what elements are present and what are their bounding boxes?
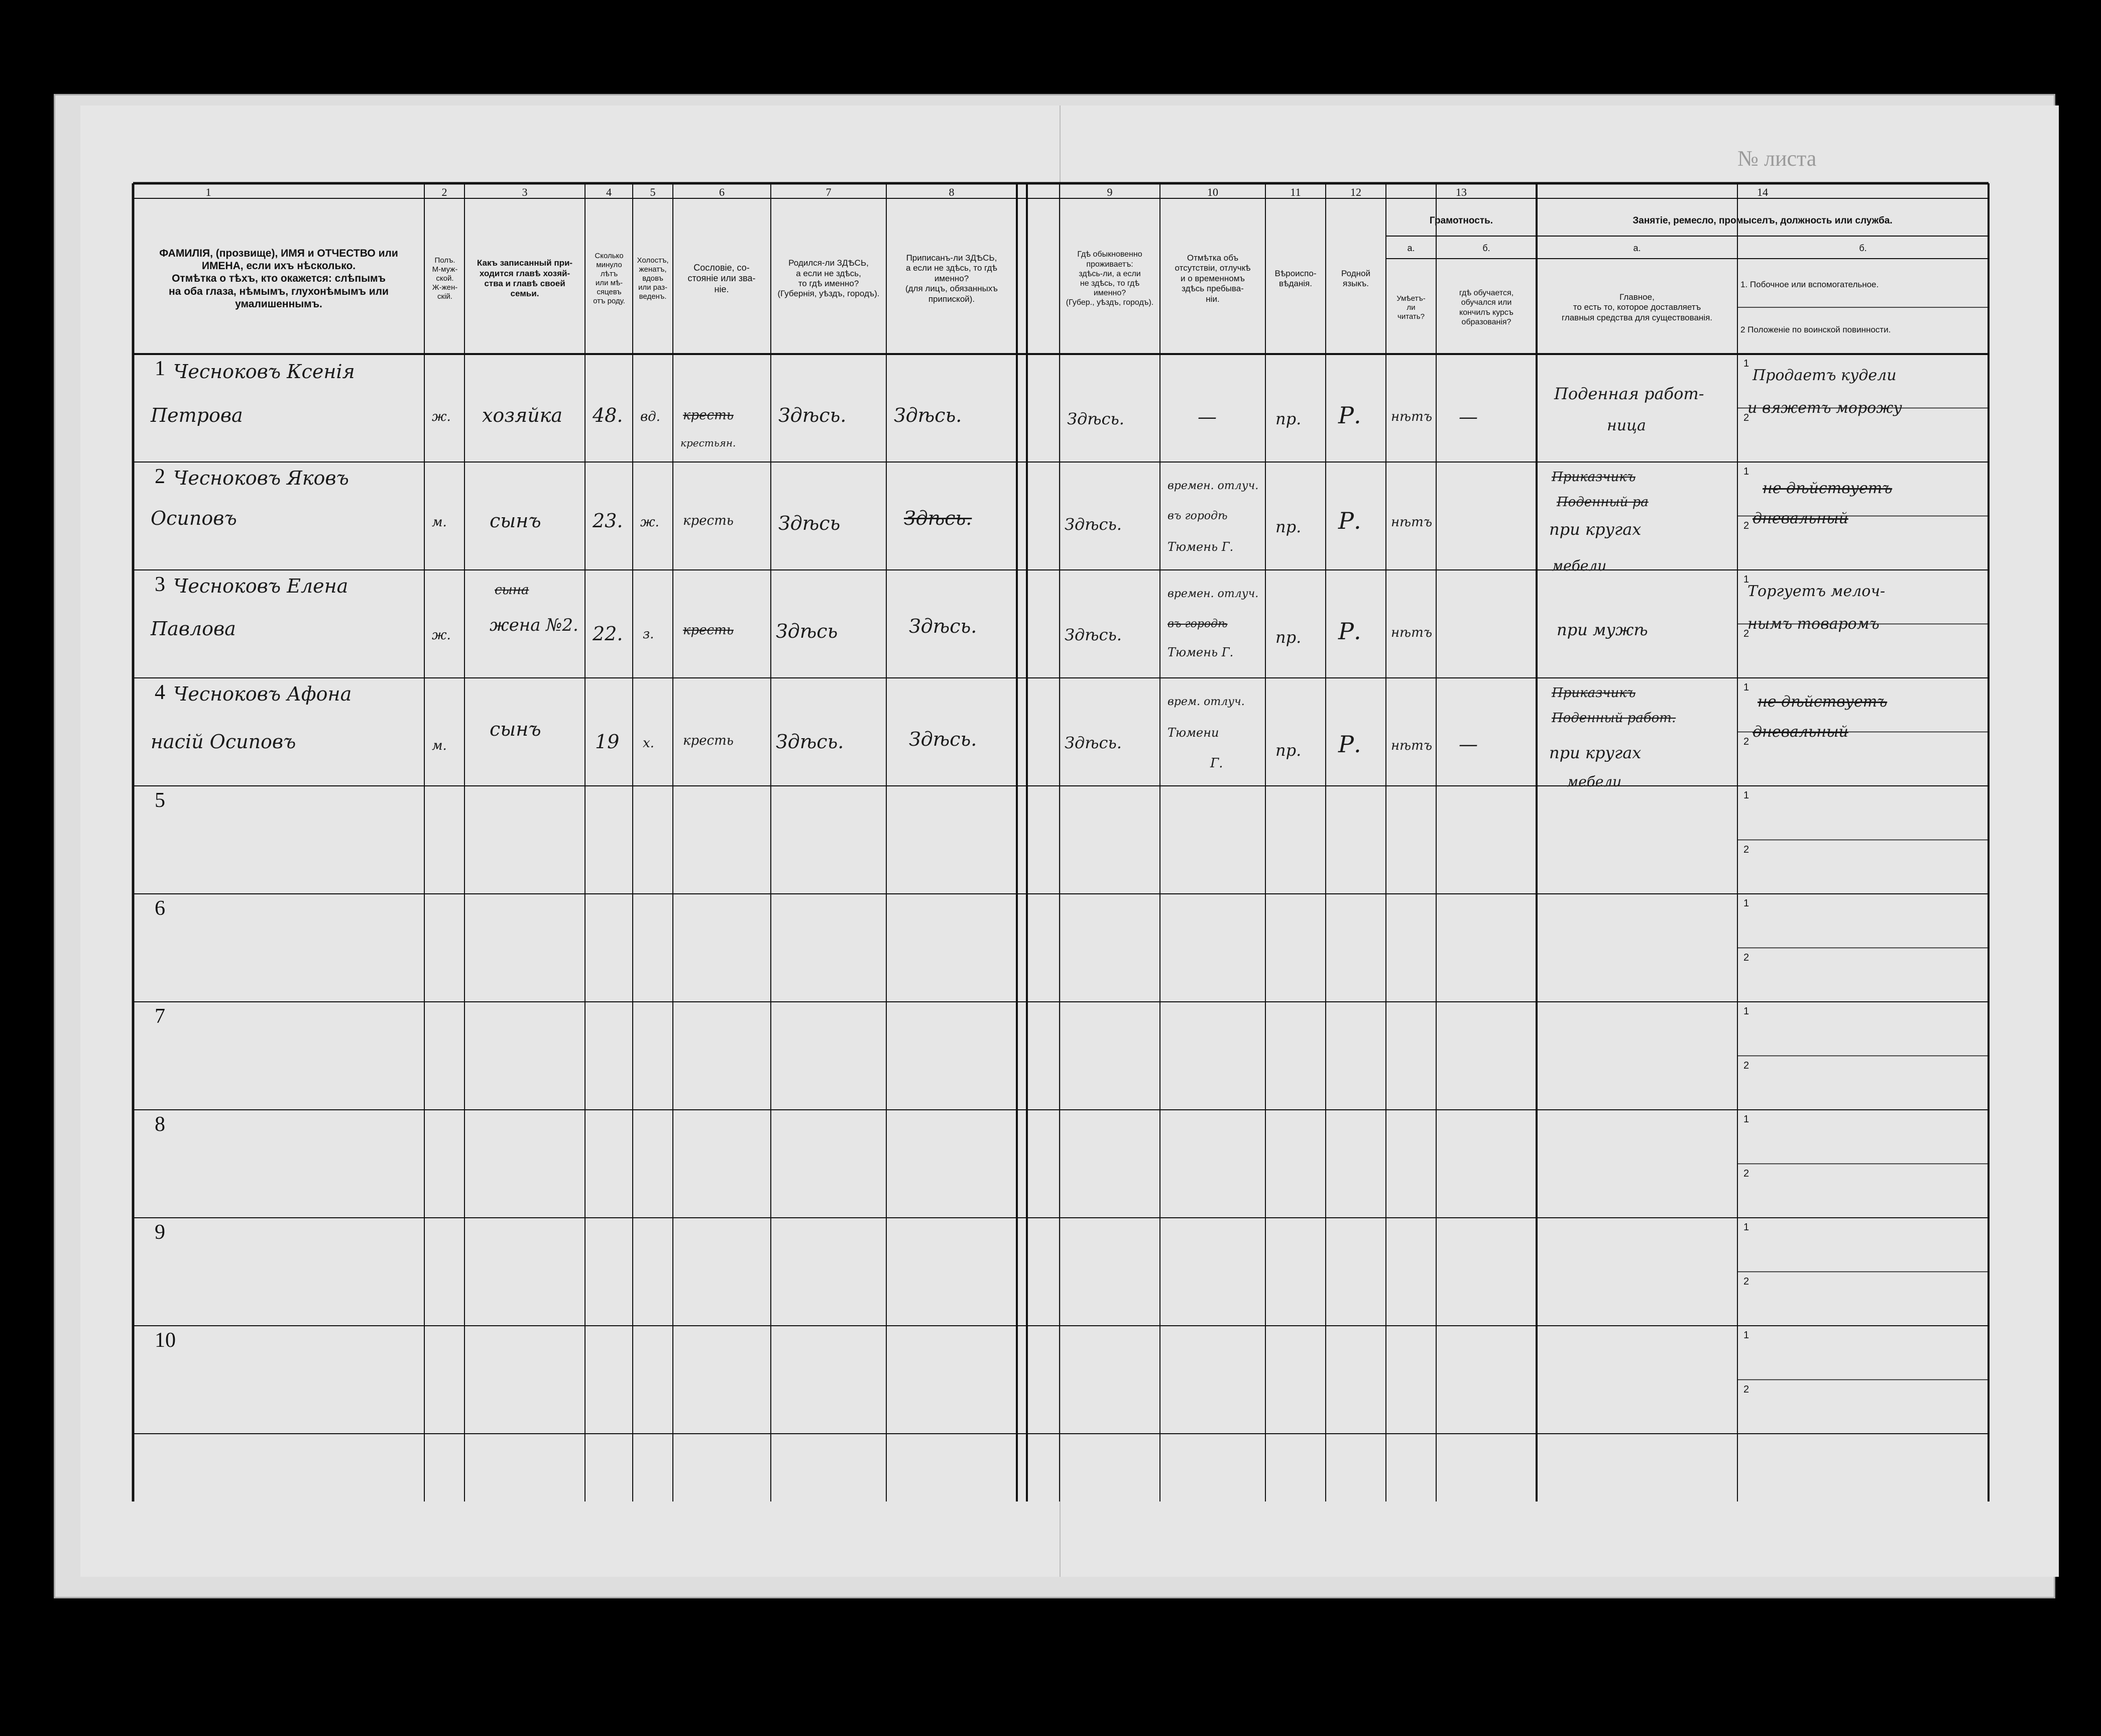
row-number-3: 3 <box>155 573 165 596</box>
entry-2-sex: м. <box>432 515 447 530</box>
occupation-sub-label-8-2: 2 <box>1743 1168 1749 1179</box>
colnum-11: 11 <box>1290 186 1301 198</box>
entry-1-religion: пр. <box>1275 409 1302 428</box>
header-literacy-a-letter: а. <box>1407 243 1415 254</box>
entry-2-religion: пр. <box>1275 517 1302 536</box>
occupation-sub-label-8-1: 1 <box>1743 1114 1749 1125</box>
row-number-10: 10 <box>155 1329 176 1352</box>
entry-3-literate: нѣтъ <box>1391 625 1433 640</box>
header-occupation-main: Главное, то есть то, которое доставляетъ главныя средства для существованія. <box>1561 292 1712 322</box>
colnum-10: 10 <box>1207 186 1218 198</box>
entry-2-age: 23. <box>593 510 623 532</box>
entry-2-name-line2: Осиповъ <box>151 507 237 529</box>
entry-2-absence3: Тюмень Г. <box>1168 540 1234 554</box>
entry-1-marital: вд. <box>640 409 660 424</box>
entry-3-occupation-main: при мужѣ <box>1557 620 1648 639</box>
header-religion: Вѣроиспо- вѣданія. <box>1274 268 1317 288</box>
colnum-12: 12 <box>1350 186 1361 198</box>
entry-1-estate: кресть <box>683 408 734 423</box>
colnum-13: 13 <box>1456 186 1467 198</box>
entry-4-relation: сынъ <box>490 718 541 740</box>
header-sex: Полъ. М-муж- ской. Ж-жен- скій. <box>432 256 458 301</box>
colnum-1: 1 <box>205 186 211 198</box>
header-marital: Холостъ, женатъ, вдовъ или раз- веденъ. <box>637 256 669 301</box>
colnum-3: 3 <box>522 186 528 198</box>
occupation-sub-label-1-2: 2 <box>1743 412 1749 423</box>
entry-4-occupation-side: не дѣйствуетъ <box>1758 693 1888 711</box>
colnum-5: 5 <box>650 186 656 198</box>
entry-3-age: 22. <box>593 623 623 645</box>
occupation-sub-label-6-1: 1 <box>1743 898 1749 909</box>
sheet-number-label: № листа <box>1737 146 1817 171</box>
occupation-sub-label-3-2: 2 <box>1743 628 1749 639</box>
entry-4-literate: нѣтъ <box>1391 738 1433 753</box>
entry-4-school: — <box>1459 733 1478 755</box>
header-can-read: Умѣетъ- ли читать? <box>1396 294 1426 321</box>
header-literacy: Грамотность. <box>1429 215 1493 226</box>
header-absence: Отмѣтка объ отсутствіи, отлучкѣ и о временномъ здѣсь пребыва- ніи. <box>1175 253 1251 304</box>
entry-1-name-line1: Чесноковъ Ксенія <box>173 361 355 383</box>
occupation-sub-label-4-2: 2 <box>1743 736 1749 747</box>
entry-1-absence: — <box>1198 406 1217 428</box>
header-literacy-b-letter: б. <box>1482 243 1490 254</box>
entry-4-occupation-main2: Поденный работ. <box>1552 711 1676 726</box>
entry-4-age: 19 <box>595 731 620 753</box>
entry-4-occupation-side2: дневальный <box>1753 723 1848 741</box>
colnum-7: 7 <box>826 186 832 198</box>
occupation-sub-label-5-1: 1 <box>1743 790 1749 801</box>
header-military: 2 Положеніе по воинской повинности. <box>1740 325 1891 335</box>
entry-4-name-line2: насій Осиповъ <box>151 731 296 753</box>
entry-3-relation: сына <box>495 583 529 598</box>
entry-2-occupation-main3: при кругах <box>1549 520 1642 539</box>
entry-2-residence: Здѣсь. <box>1065 515 1122 534</box>
entry-3-marital: з. <box>643 627 654 642</box>
occupation-sub-label-6-2: 2 <box>1743 952 1749 963</box>
occupation-sub-label-5-2: 2 <box>1743 844 1749 855</box>
entry-2-occupation-side: не дѣйствуетъ <box>1763 480 1893 497</box>
occupation-sub-label-10-2: 2 <box>1743 1383 1749 1395</box>
entry-4-occupation-main3: при кругах <box>1549 743 1642 762</box>
occupation-sub-label-3-1: 1 <box>1743 574 1749 585</box>
entry-3-estate: кресть <box>683 623 734 638</box>
row-number-7: 7 <box>155 1005 165 1028</box>
entry-4-registered: Здѣсь. <box>909 728 977 750</box>
entry-1-estate-note: крестьян. <box>680 437 736 449</box>
entry-1-school: — <box>1459 406 1478 428</box>
colnum-6: 6 <box>719 186 725 198</box>
entry-4-name-line1: Чесноковъ Афона <box>173 683 352 705</box>
row-number-2: 2 <box>155 465 165 488</box>
entry-3-sex: ж. <box>432 628 451 643</box>
entry-1-occupation-main: Поденная работ- <box>1554 384 1704 403</box>
entry-2-registered: Здѣсь. <box>904 507 972 529</box>
occupation-sub-label-10-1: 1 <box>1743 1330 1749 1341</box>
row-number-9: 9 <box>155 1221 165 1244</box>
colnum-8: 8 <box>949 186 955 198</box>
entry-4-absence2: Тюмени <box>1168 726 1219 740</box>
entry-3-absence2: въ городѣ <box>1168 618 1228 630</box>
entry-3-name-line1: Чесноковъ Елена <box>173 575 348 597</box>
entry-1-born: Здѣсь. <box>778 404 847 426</box>
header-occupation-b-letter: б. <box>1859 243 1867 254</box>
entry-1-occupation-main2: ница <box>1607 417 1646 434</box>
entry-2-absence: времен. отлуч. <box>1168 480 1259 492</box>
entry-1-occupation-side: Продаетъ кудели <box>1753 367 1897 384</box>
entry-2-language: Р. <box>1338 507 1361 534</box>
entry-4-born: Здѣсь. <box>776 731 844 753</box>
entry-1-sex: ж. <box>432 409 451 424</box>
occupation-sub-label-2-1: 1 <box>1743 466 1749 477</box>
entry-4-religion: пр. <box>1275 741 1302 760</box>
header-occupation-a-letter: а. <box>1633 243 1641 254</box>
header-residence: Гдѣ обыкновенно проживаетъ: здѣсь-ли, а если не здѣсь, то гдѣ именно? (Губер., уѣздъ, городъ). <box>1066 250 1154 307</box>
occupation-sub-label-7-1: 1 <box>1743 1006 1749 1017</box>
entry-3-occupation-side: Торгуетъ мелоч- <box>1747 583 1886 600</box>
entry-2-marital: ж. <box>640 515 659 530</box>
entry-4-marital: х. <box>643 736 654 751</box>
header-registration: Приписанъ-ли ЗДѢСЬ, а если не здѣсь, то гдѣ именно? (для лицъ, обязанныхъ припиской). <box>905 253 998 304</box>
entry-3-religion: пр. <box>1275 628 1302 647</box>
occupation-sub-label-2-2: 2 <box>1743 520 1749 531</box>
entry-2-relation: сынъ <box>490 510 541 532</box>
row-number-4: 4 <box>155 681 165 704</box>
entry-3-absence: времен. отлуч. <box>1168 588 1259 600</box>
entry-1-language: Р. <box>1338 402 1361 429</box>
entry-1-occupation-side2: и вяжетъ морожу <box>1747 399 1902 417</box>
entry-4-residence: Здѣсь. <box>1065 733 1122 752</box>
row-number-6: 6 <box>155 897 165 920</box>
entry-1-literate: нѣтъ <box>1391 409 1433 424</box>
header-relation: Какъ записанный при- ходится главѣ хозяй- ства и главѣ своей семьи. <box>477 258 573 299</box>
entry-2-literate: нѣтъ <box>1391 515 1433 530</box>
entry-2-name-line1: Чесноковъ Яковъ <box>173 467 349 489</box>
occupation-sub-label-4-1: 1 <box>1743 682 1749 693</box>
colnum-4: 4 <box>606 186 612 198</box>
header-education: гдѣ обучается, обучался или кончилъ курсъ образованія? <box>1459 289 1514 326</box>
header-occupation-side: 1. Побочное или вспомогательное. <box>1740 280 1879 290</box>
row-number-8: 8 <box>155 1113 165 1136</box>
entry-3-residence: Здѣсь. <box>1065 625 1122 644</box>
entry-1-relation: хозяйка <box>482 404 563 426</box>
entry-1-registered: Здѣсь. <box>894 404 962 426</box>
entry-4-sex: м. <box>432 738 447 753</box>
colnum-2: 2 <box>441 186 447 198</box>
entry-3-absence3: Тюмень Г. <box>1168 645 1234 659</box>
occupation-sub-label-7-2: 2 <box>1743 1060 1749 1071</box>
header-language: Родной языкъ. <box>1341 268 1370 288</box>
entry-4-absence: врем. отлуч. <box>1168 696 1245 708</box>
entry-4-occupation-main: Приказчикъ <box>1552 685 1636 701</box>
entry-3-born: Здѣсь <box>776 620 838 642</box>
row-number-5: 5 <box>155 789 165 812</box>
entry-1-name-line2: Петрова <box>151 404 243 426</box>
occupation-sub-label-9-1: 1 <box>1743 1222 1749 1233</box>
entry-2-occupation-main2: Поденный ра <box>1557 495 1649 510</box>
entry-2-born: Здѣсь <box>778 512 841 534</box>
entry-1-age: 48. <box>593 404 623 426</box>
header-age: Сколько минуло лѣтъ или мѣ- сяцевъ отъ роду. <box>593 252 625 305</box>
entry-4-occupation-main4: мебели <box>1567 773 1622 790</box>
colnum-14: 14 <box>1757 186 1768 198</box>
header-estate: Сословіе, со- стояніе или зва- ніе. <box>687 262 756 294</box>
entry-3-relation2: жена №2. <box>490 615 578 635</box>
header-birthplace: Родился-ли ЗДѢСЬ, а если не здѣсь, то гдѣ именно? (Губернія, уѣздъ, городъ). <box>777 258 880 299</box>
entry-1-residence: Здѣсь. <box>1067 409 1124 428</box>
entry-3-name-line2: Павлова <box>151 618 236 640</box>
entry-2-occupation-main: Приказчикъ <box>1552 470 1636 485</box>
entry-2-absence2: въ городѣ <box>1168 510 1228 522</box>
entry-2-occupation-side2: дневальный <box>1753 510 1848 527</box>
entry-4-estate: кресть <box>683 733 734 748</box>
entry-4-language: Р. <box>1338 731 1361 758</box>
entry-3-registered: Здѣсь. <box>909 615 977 637</box>
entry-2-occupation-main4: мебели <box>1552 557 1607 574</box>
entry-3-language: Р. <box>1338 618 1361 645</box>
row-number-1: 1 <box>155 357 165 380</box>
occupation-sub-label-1-1: 1 <box>1743 358 1749 369</box>
entry-2-estate: кресть <box>683 513 734 528</box>
entry-3-occupation-side2: нымъ товаромъ <box>1747 615 1880 633</box>
header-name: ФАМИЛІЯ, (прозвище), ИМЯ и ОТЧЕСТВО или ИМЕНА, если ихъ нѣсколько. Отмѣтка о тѣхъ, кто окажется: слѣпымъ на оба глаза, нѣмымъ, глухонѣмымъ или умалишеннымъ. <box>159 248 398 310</box>
header-occupation: Занятіе, ремесло, промыселъ, должность или служба. <box>1632 215 1893 226</box>
entry-4-absence3: Г. <box>1210 756 1223 771</box>
colnum-9: 9 <box>1107 186 1113 198</box>
occupation-sub-label-9-2: 2 <box>1743 1276 1749 1287</box>
